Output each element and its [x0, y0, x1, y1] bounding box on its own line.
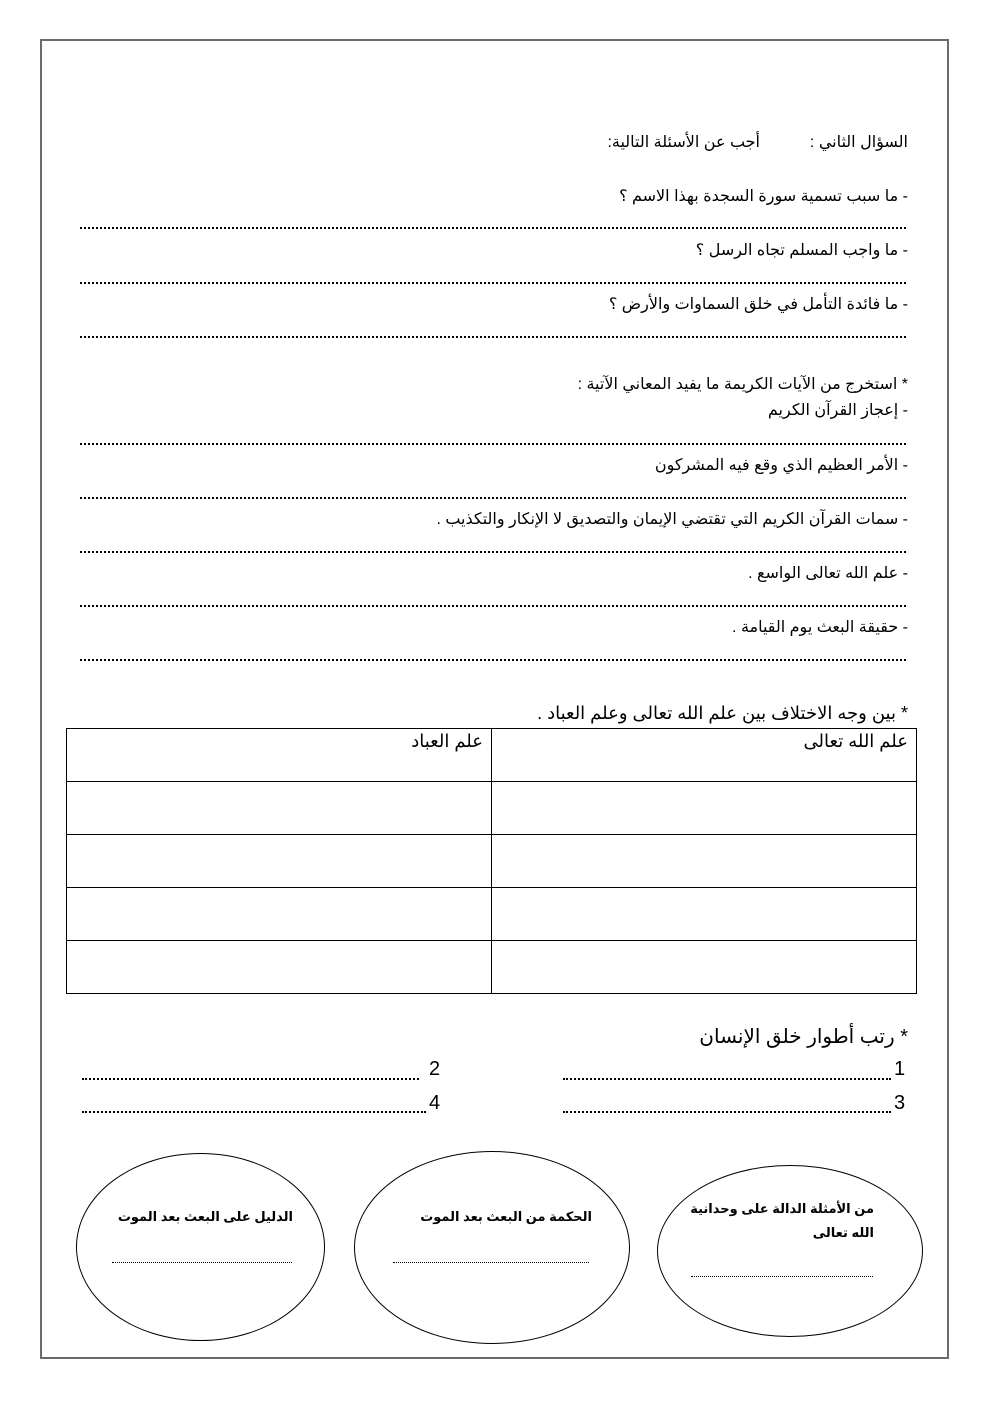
answer-line[interactable] — [80, 336, 906, 338]
circle-wisdom-answer[interactable] — [393, 1262, 589, 1263]
answer-line[interactable] — [80, 659, 906, 661]
answer-line[interactable] — [80, 282, 906, 284]
table-header-human-knowledge: علم العباد — [67, 729, 492, 782]
difference-heading: * بين وجه الاختلاف بين علم الله تعالى وعلم العباد . — [537, 703, 908, 723]
stage-number-1: 1 — [894, 1058, 906, 1080]
extract-item: - سمات القرآن الكريم التي تقتضي الإيمان والتصديق لا الإنكار والتكذيب . — [436, 511, 908, 528]
answer-line[interactable] — [80, 497, 906, 499]
circle-oneness-answer[interactable] — [691, 1276, 873, 1277]
answer-line[interactable] — [80, 443, 906, 445]
extract-item: - الأمر العظيم الذي وقع فيه المشركون — [654, 457, 908, 474]
stage-number-4: 4 — [429, 1092, 441, 1114]
circle-oneness — [657, 1165, 923, 1337]
extract-item: - علم الله تعالى الواسع . — [748, 565, 908, 582]
table-header-allah-knowledge: علم الله تعالى — [492, 729, 917, 782]
extract-item: - حقيقة البعث يوم القيامة . — [732, 619, 908, 636]
difference-table — [66, 728, 917, 994]
stage-answer-3[interactable] — [563, 1111, 891, 1113]
circle-evidence-title: الدليل على البعث بعد الموت — [117, 1209, 293, 1224]
table-cell[interactable] — [67, 835, 492, 888]
question-item: - ما فائدة التأمل في خلق السماوات والأرض ؟ — [608, 296, 908, 313]
table-cell[interactable] — [492, 888, 917, 941]
answer-line[interactable] — [80, 227, 906, 229]
table-cell[interactable] — [67, 782, 492, 835]
question-item: - ما واجب المسلم تجاه الرسل ؟ — [695, 242, 908, 259]
table-cell[interactable] — [67, 941, 492, 994]
question-instruction: أجب عن الأسئلة التالية: — [607, 134, 760, 151]
answer-line[interactable] — [80, 551, 906, 553]
circle-evidence — [76, 1153, 325, 1341]
table-cell[interactable] — [492, 835, 917, 888]
stage-number-2: 2 — [429, 1058, 441, 1080]
circle-oneness-title: من الأمثلة الدالة على وحدانية الله تعالى — [690, 1201, 874, 1240]
question-label: السؤال الثاني : — [809, 134, 908, 151]
table-cell[interactable] — [492, 782, 917, 835]
table-cell[interactable] — [67, 888, 492, 941]
stages-heading: * رتب أطوار خلق الإنسان — [699, 1026, 908, 1048]
stage-number-3: 3 — [894, 1092, 906, 1114]
circle-evidence-answer[interactable] — [112, 1262, 292, 1263]
stage-answer-2[interactable] — [82, 1078, 419, 1080]
circle-wisdom — [354, 1151, 630, 1344]
circle-wisdom-title: الحكمة من البعث بعد الموت — [420, 1209, 592, 1224]
question-item: - ما سبب تسمية سورة السجدة بهذا الاسم ؟ — [619, 188, 908, 205]
extract-heading: * استخرج من الآيات الكريمة ما يفيد المعاني الآتية : — [577, 376, 908, 393]
table-cell[interactable] — [492, 941, 917, 994]
stage-answer-1[interactable] — [563, 1078, 891, 1080]
answer-line[interactable] — [80, 605, 906, 607]
stage-answer-4[interactable] — [82, 1111, 426, 1113]
extract-item: - إعجاز القرآن الكريم — [767, 402, 908, 419]
